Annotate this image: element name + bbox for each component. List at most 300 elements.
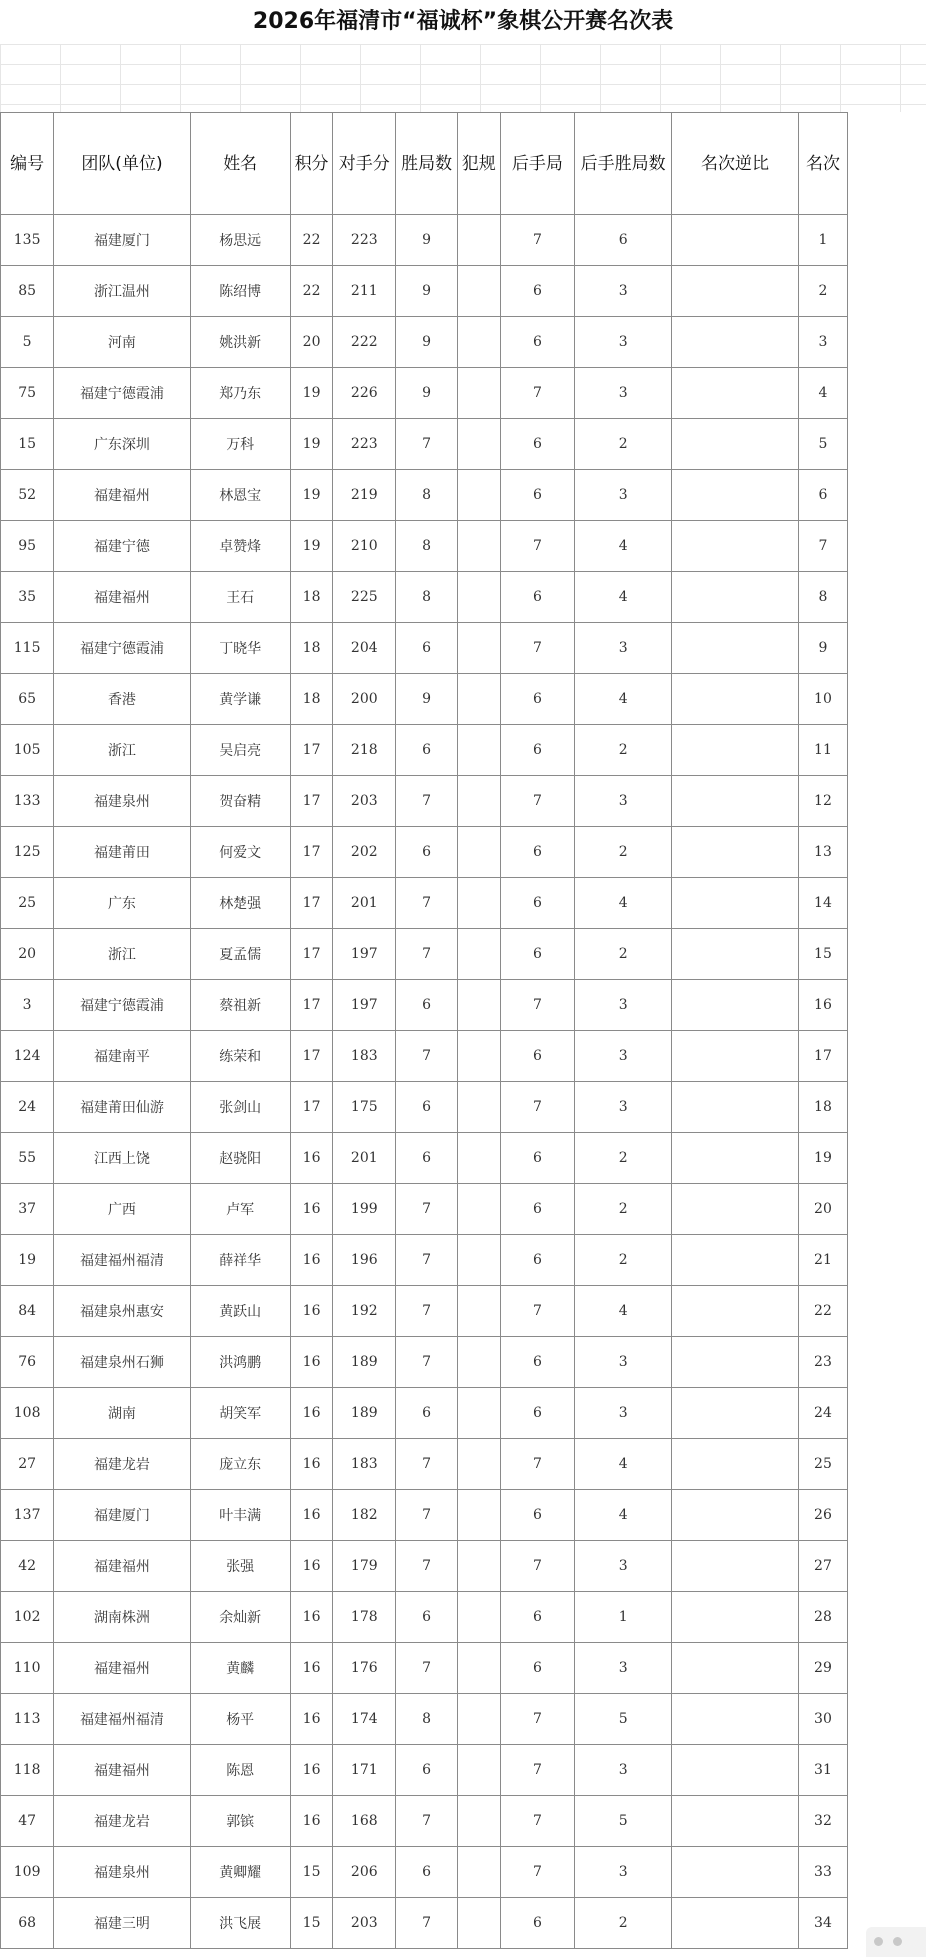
cell-second-games: 6 xyxy=(500,878,575,929)
cell-rank: 18 xyxy=(798,1082,847,1133)
cell-points: 19 xyxy=(290,368,333,419)
cell-wins: 9 xyxy=(396,674,458,725)
cell-wins: 7 xyxy=(396,1490,458,1541)
table-row xyxy=(1,317,848,368)
cell-fouls xyxy=(458,470,501,521)
cell-rank: 23 xyxy=(798,1337,847,1388)
cell-opponent-score: 201 xyxy=(333,1133,396,1184)
table-row xyxy=(1,1745,848,1796)
table-row xyxy=(1,725,848,776)
cell-name: 陈恩 xyxy=(190,1745,290,1796)
cell-team: 福建莆田仙游 xyxy=(54,1082,190,1133)
cell-team: 香港 xyxy=(54,674,190,725)
table-row xyxy=(1,1235,848,1286)
cell-team: 福建福州 xyxy=(54,1745,190,1796)
cell-id: 35 xyxy=(1,572,54,623)
cell-points: 16 xyxy=(290,1337,333,1388)
cell-second-games: 7 xyxy=(500,1286,575,1337)
cell-wins: 7 xyxy=(396,1286,458,1337)
table-row xyxy=(1,929,848,980)
table-row xyxy=(1,1031,848,1082)
cell-rank-ratio xyxy=(672,1694,799,1745)
cell-fouls xyxy=(458,674,501,725)
cell-name: 杨平 xyxy=(190,1694,290,1745)
cell-rank: 16 xyxy=(798,980,847,1031)
cell-id: 124 xyxy=(1,1031,54,1082)
cell-rank: 19 xyxy=(798,1133,847,1184)
cell-id: 5 xyxy=(1,317,54,368)
cell-points: 18 xyxy=(290,674,333,725)
cell-second-wins: 3 xyxy=(575,1388,672,1439)
cell-second-wins: 3 xyxy=(575,1031,672,1082)
cell-wins: 7 xyxy=(396,419,458,470)
cell-name: 叶丰满 xyxy=(190,1490,290,1541)
cell-rank-ratio xyxy=(672,1490,799,1541)
cell-second-wins: 3 xyxy=(575,1745,672,1796)
cell-rank: 26 xyxy=(798,1490,847,1541)
cell-id: 109 xyxy=(1,1847,54,1898)
table-row xyxy=(1,878,848,929)
cell-rank: 5 xyxy=(798,419,847,470)
cell-rank: 27 xyxy=(798,1541,847,1592)
cell-id: 125 xyxy=(1,827,54,878)
table-row xyxy=(1,623,848,674)
table-row xyxy=(1,1490,848,1541)
cell-team: 福建福州福清 xyxy=(54,1694,190,1745)
cell-points: 16 xyxy=(290,1133,333,1184)
cell-team: 浙江 xyxy=(54,725,190,776)
cell-rank: 3 xyxy=(798,317,847,368)
cell-team: 福建龙岩 xyxy=(54,1796,190,1847)
cell-opponent-score: 199 xyxy=(333,1184,396,1235)
cell-name: 黄麟 xyxy=(190,1643,290,1694)
cell-second-wins: 5 xyxy=(575,1796,672,1847)
header-opponent-score: 对手分 xyxy=(333,113,396,215)
cell-points: 19 xyxy=(290,521,333,572)
cell-second-games: 6 xyxy=(500,1184,575,1235)
cell-rank-ratio xyxy=(672,725,799,776)
cell-second-games: 6 xyxy=(500,725,575,776)
header-wins: 胜局数 xyxy=(396,113,458,215)
cell-wins: 7 xyxy=(396,1541,458,1592)
cell-opponent-score: 201 xyxy=(333,878,396,929)
cell-second-wins: 3 xyxy=(575,470,672,521)
cell-team: 浙江 xyxy=(54,929,190,980)
cell-rank-ratio xyxy=(672,1847,799,1898)
cell-id: 19 xyxy=(1,1235,54,1286)
page-title: 2026年福清市“福诚杯”象棋公开赛名次表 xyxy=(252,9,674,34)
cell-second-wins: 4 xyxy=(575,572,672,623)
cell-rank: 22 xyxy=(798,1286,847,1337)
cell-rank-ratio xyxy=(672,1082,799,1133)
cell-wins: 6 xyxy=(396,1745,458,1796)
cell-wins: 8 xyxy=(396,521,458,572)
cell-fouls xyxy=(458,1643,501,1694)
cell-team: 福建福州 xyxy=(54,470,190,521)
cell-second-games: 7 xyxy=(500,776,575,827)
table-row xyxy=(1,1388,848,1439)
cell-rank: 21 xyxy=(798,1235,847,1286)
cell-team: 福建福州 xyxy=(54,1643,190,1694)
cell-wins: 9 xyxy=(396,215,458,266)
cell-second-wins: 2 xyxy=(575,1133,672,1184)
cell-name: 余灿新 xyxy=(190,1592,290,1643)
cell-opponent-score: 168 xyxy=(333,1796,396,1847)
cell-rank: 7 xyxy=(798,521,847,572)
cell-fouls xyxy=(458,1490,501,1541)
cell-id: 65 xyxy=(1,674,54,725)
cell-second-wins: 2 xyxy=(575,827,672,878)
cell-id: 76 xyxy=(1,1337,54,1388)
cell-second-games: 7 xyxy=(500,623,575,674)
cell-fouls xyxy=(458,419,501,470)
cell-rank-ratio xyxy=(672,623,799,674)
cell-second-games: 6 xyxy=(500,1490,575,1541)
cell-name: 王石 xyxy=(190,572,290,623)
table-row xyxy=(1,1541,848,1592)
cell-fouls xyxy=(458,1898,501,1949)
cell-opponent-score: 189 xyxy=(333,1388,396,1439)
cell-team: 湖南株洲 xyxy=(54,1592,190,1643)
cell-fouls xyxy=(458,572,501,623)
cell-opponent-score: 182 xyxy=(333,1490,396,1541)
cell-points: 20 xyxy=(290,317,333,368)
cell-second-wins: 4 xyxy=(575,521,672,572)
cell-fouls xyxy=(458,980,501,1031)
cell-second-wins: 2 xyxy=(575,725,672,776)
cell-wins: 7 xyxy=(396,1235,458,1286)
cell-name: 夏孟儒 xyxy=(190,929,290,980)
cell-rank: 24 xyxy=(798,1388,847,1439)
cell-id: 113 xyxy=(1,1694,54,1745)
cell-name: 黄学谦 xyxy=(190,674,290,725)
cell-second-wins: 2 xyxy=(575,1184,672,1235)
cell-second-wins: 5 xyxy=(575,1694,672,1745)
cell-id: 25 xyxy=(1,878,54,929)
cell-team: 福建泉州石狮 xyxy=(54,1337,190,1388)
cell-opponent-score: 200 xyxy=(333,674,396,725)
cell-id: 95 xyxy=(1,521,54,572)
cell-rank-ratio xyxy=(672,1745,799,1796)
cell-second-wins: 3 xyxy=(575,368,672,419)
cell-id: 102 xyxy=(1,1592,54,1643)
cell-team: 湖南 xyxy=(54,1388,190,1439)
cell-wins: 8 xyxy=(396,1694,458,1745)
cell-points: 16 xyxy=(290,1694,333,1745)
table-row xyxy=(1,827,848,878)
cell-fouls xyxy=(458,1847,501,1898)
cell-second-games: 7 xyxy=(500,1745,575,1796)
cell-points: 16 xyxy=(290,1235,333,1286)
cell-points: 17 xyxy=(290,776,333,827)
cell-wins: 7 xyxy=(396,1643,458,1694)
cell-wins: 7 xyxy=(396,929,458,980)
header-name: 姓名 xyxy=(190,113,290,215)
cell-opponent-score: 219 xyxy=(333,470,396,521)
table-row xyxy=(1,215,848,266)
cell-second-wins: 1 xyxy=(575,1592,672,1643)
header-second-wins: 后手胜局数 xyxy=(575,113,672,215)
cell-name: 黄跃山 xyxy=(190,1286,290,1337)
cell-team: 福建宁德 xyxy=(54,521,190,572)
cell-wins: 7 xyxy=(396,1898,458,1949)
cell-second-wins: 4 xyxy=(575,1490,672,1541)
cell-fouls xyxy=(458,725,501,776)
cell-opponent-score: 211 xyxy=(333,266,396,317)
cell-name: 贺奋精 xyxy=(190,776,290,827)
cell-points: 19 xyxy=(290,419,333,470)
cell-second-wins: 6 xyxy=(575,215,672,266)
cell-second-wins: 3 xyxy=(575,1082,672,1133)
cell-points: 16 xyxy=(290,1643,333,1694)
cell-points: 22 xyxy=(290,266,333,317)
table-row xyxy=(1,470,848,521)
cell-id: 20 xyxy=(1,929,54,980)
cell-points: 16 xyxy=(290,1592,333,1643)
cell-rank: 33 xyxy=(798,1847,847,1898)
cell-fouls xyxy=(458,827,501,878)
cell-team: 福建厦门 xyxy=(54,1490,190,1541)
cell-wins: 6 xyxy=(396,623,458,674)
table-row xyxy=(1,1082,848,1133)
cell-second-games: 7 xyxy=(500,215,575,266)
table-row xyxy=(1,419,848,470)
cell-wins: 6 xyxy=(396,1847,458,1898)
cell-id: 133 xyxy=(1,776,54,827)
table-row xyxy=(1,1694,848,1745)
cell-id: 115 xyxy=(1,623,54,674)
cell-points: 15 xyxy=(290,1847,333,1898)
cell-fouls xyxy=(458,1541,501,1592)
cell-second-wins: 3 xyxy=(575,1337,672,1388)
cell-second-games: 6 xyxy=(500,674,575,725)
cell-team: 福建厦门 xyxy=(54,215,190,266)
table-row xyxy=(1,266,848,317)
cell-rank-ratio xyxy=(672,980,799,1031)
cell-fouls xyxy=(458,623,501,674)
cell-second-games: 6 xyxy=(500,1898,575,1949)
cell-rank: 30 xyxy=(798,1694,847,1745)
cell-second-wins: 4 xyxy=(575,1286,672,1337)
cell-rank: 11 xyxy=(798,725,847,776)
cell-id: 105 xyxy=(1,725,54,776)
cell-rank-ratio xyxy=(672,1184,799,1235)
cell-rank: 6 xyxy=(798,470,847,521)
cell-second-wins: 3 xyxy=(575,1643,672,1694)
cell-rank: 20 xyxy=(798,1184,847,1235)
cell-opponent-score: 197 xyxy=(333,980,396,1031)
cell-team: 福建泉州 xyxy=(54,776,190,827)
cell-wins: 6 xyxy=(396,1133,458,1184)
table-row xyxy=(1,674,848,725)
header-second-games: 后手局 xyxy=(500,113,575,215)
cell-name: 张强 xyxy=(190,1541,290,1592)
cell-rank-ratio xyxy=(672,215,799,266)
cell-points: 17 xyxy=(290,827,333,878)
cell-team: 福建三明 xyxy=(54,1898,190,1949)
cell-team: 福建福州 xyxy=(54,1541,190,1592)
cell-id: 52 xyxy=(1,470,54,521)
cell-rank: 2 xyxy=(798,266,847,317)
cell-name: 郭镔 xyxy=(190,1796,290,1847)
cell-rank-ratio xyxy=(672,572,799,623)
cell-id: 55 xyxy=(1,1133,54,1184)
cell-wins: 6 xyxy=(396,1592,458,1643)
cell-second-games: 7 xyxy=(500,368,575,419)
cell-opponent-score: 179 xyxy=(333,1541,396,1592)
cell-id: 15 xyxy=(1,419,54,470)
cell-rank: 9 xyxy=(798,623,847,674)
cell-rank: 13 xyxy=(798,827,847,878)
cell-fouls xyxy=(458,1337,501,1388)
cell-id: 118 xyxy=(1,1745,54,1796)
cell-opponent-score: 192 xyxy=(333,1286,396,1337)
cell-name: 薛祥华 xyxy=(190,1235,290,1286)
cell-team: 广东深圳 xyxy=(54,419,190,470)
cell-second-wins: 4 xyxy=(575,878,672,929)
cell-fouls xyxy=(458,929,501,980)
cell-second-games: 7 xyxy=(500,1847,575,1898)
cell-name: 练荣和 xyxy=(190,1031,290,1082)
table-row xyxy=(1,1184,848,1235)
cell-points: 19 xyxy=(290,470,333,521)
cell-name: 姚洪新 xyxy=(190,317,290,368)
cell-fouls xyxy=(458,1031,501,1082)
cell-rank-ratio xyxy=(672,1643,799,1694)
cell-second-wins: 2 xyxy=(575,929,672,980)
cell-second-games: 6 xyxy=(500,1592,575,1643)
cell-name: 黄卿耀 xyxy=(190,1847,290,1898)
cell-points: 17 xyxy=(290,725,333,776)
cell-wins: 8 xyxy=(396,470,458,521)
cell-second-games: 7 xyxy=(500,1694,575,1745)
cell-name: 丁晓华 xyxy=(190,623,290,674)
cell-points: 16 xyxy=(290,1184,333,1235)
cell-team: 广东 xyxy=(54,878,190,929)
cell-second-games: 6 xyxy=(500,1031,575,1082)
cell-second-games: 6 xyxy=(500,572,575,623)
cell-wins: 7 xyxy=(396,878,458,929)
spreadsheet-grid xyxy=(0,44,926,112)
cell-fouls xyxy=(458,776,501,827)
cell-rank: 25 xyxy=(798,1439,847,1490)
table-row xyxy=(1,1337,848,1388)
header-fouls: 犯规 xyxy=(458,113,501,215)
cell-points: 17 xyxy=(290,878,333,929)
cell-wins: 6 xyxy=(396,1082,458,1133)
cell-team: 广西 xyxy=(54,1184,190,1235)
cell-points: 16 xyxy=(290,1439,333,1490)
cell-second-wins: 2 xyxy=(575,1235,672,1286)
cell-rank-ratio xyxy=(672,1439,799,1490)
cell-second-games: 6 xyxy=(500,317,575,368)
cell-second-wins: 3 xyxy=(575,1847,672,1898)
cell-name: 万科 xyxy=(190,419,290,470)
cell-team: 福建泉州惠安 xyxy=(54,1286,190,1337)
cell-team: 福建龙岩 xyxy=(54,1439,190,1490)
cell-opponent-score: 183 xyxy=(333,1439,396,1490)
cell-rank-ratio xyxy=(672,1796,799,1847)
cell-fouls xyxy=(458,1745,501,1796)
cell-opponent-score: 203 xyxy=(333,1898,396,1949)
cell-second-wins: 3 xyxy=(575,266,672,317)
cell-id: 68 xyxy=(1,1898,54,1949)
cell-fouls xyxy=(458,215,501,266)
table-row xyxy=(1,1643,848,1694)
cell-name: 陈绍博 xyxy=(190,266,290,317)
cell-points: 18 xyxy=(290,572,333,623)
table-row xyxy=(1,1847,848,1898)
cell-name: 胡笑军 xyxy=(190,1388,290,1439)
cell-points: 16 xyxy=(290,1286,333,1337)
cell-rank-ratio xyxy=(672,1592,799,1643)
cell-wins: 9 xyxy=(396,317,458,368)
cell-team: 福建宁德霞浦 xyxy=(54,623,190,674)
header-rank-ratio: 名次逆比 xyxy=(672,113,799,215)
cell-rank: 32 xyxy=(798,1796,847,1847)
cell-id: 135 xyxy=(1,215,54,266)
cell-second-games: 7 xyxy=(500,980,575,1031)
cell-wins: 7 xyxy=(396,1439,458,1490)
cell-rank-ratio xyxy=(672,1541,799,1592)
cell-opponent-score: 202 xyxy=(333,827,396,878)
cell-name: 杨思远 xyxy=(190,215,290,266)
cell-rank-ratio xyxy=(672,368,799,419)
cell-name: 何爱文 xyxy=(190,827,290,878)
cell-opponent-score: 196 xyxy=(333,1235,396,1286)
cell-rank-ratio xyxy=(672,1898,799,1949)
cell-opponent-score: 183 xyxy=(333,1031,396,1082)
cell-second-games: 6 xyxy=(500,827,575,878)
cell-opponent-score: 223 xyxy=(333,419,396,470)
cell-second-games: 7 xyxy=(500,1541,575,1592)
cell-second-games: 6 xyxy=(500,470,575,521)
cell-team: 福建南平 xyxy=(54,1031,190,1082)
cell-team: 福建福州福清 xyxy=(54,1235,190,1286)
cell-name: 张剑山 xyxy=(190,1082,290,1133)
cell-second-wins: 3 xyxy=(575,317,672,368)
cell-rank-ratio xyxy=(672,521,799,572)
cell-fouls xyxy=(458,368,501,419)
cell-rank-ratio xyxy=(672,419,799,470)
cell-id: 137 xyxy=(1,1490,54,1541)
cell-points: 16 xyxy=(290,1388,333,1439)
cell-wins: 9 xyxy=(396,368,458,419)
cell-wins: 6 xyxy=(396,980,458,1031)
cell-rank-ratio xyxy=(672,470,799,521)
cell-rank-ratio xyxy=(672,1235,799,1286)
cell-fouls xyxy=(458,1439,501,1490)
cell-rank: 14 xyxy=(798,878,847,929)
cell-points: 17 xyxy=(290,929,333,980)
cell-team: 河南 xyxy=(54,317,190,368)
cell-id: 24 xyxy=(1,1082,54,1133)
cell-opponent-score: 223 xyxy=(333,215,396,266)
table-row xyxy=(1,1898,848,1949)
cell-wins: 6 xyxy=(396,827,458,878)
cell-name: 林恩宝 xyxy=(190,470,290,521)
cell-rank-ratio xyxy=(672,1388,799,1439)
table-row xyxy=(1,572,848,623)
cell-rank: 8 xyxy=(798,572,847,623)
cell-id: 108 xyxy=(1,1388,54,1439)
cell-name: 洪鸿鹏 xyxy=(190,1337,290,1388)
cell-id: 47 xyxy=(1,1796,54,1847)
cell-name: 洪飞展 xyxy=(190,1898,290,1949)
cell-second-games: 6 xyxy=(500,1133,575,1184)
cell-points: 16 xyxy=(290,1490,333,1541)
cell-points: 15 xyxy=(290,1898,333,1949)
